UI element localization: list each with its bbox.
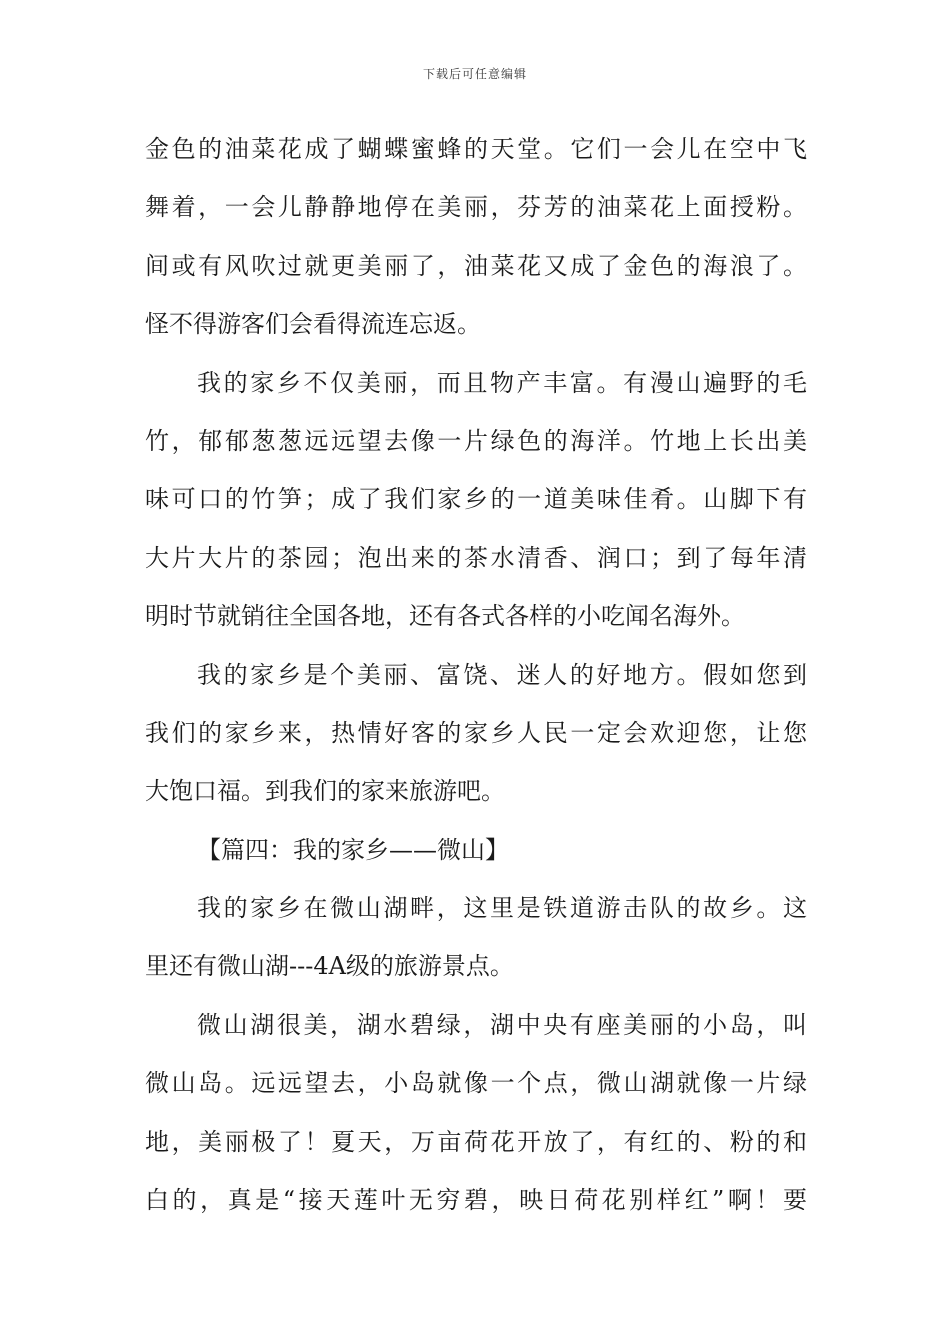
- text-line-content: 我们的家乡来，热情好客的家乡人民一定会欢迎您，让您: [145, 718, 807, 747]
- text-line: [145, 646, 807, 704]
- text-line-content: 我的家乡在微山湖畔，这里是铁道游击队的故乡。这: [197, 894, 807, 923]
- text-line-content: 竹，郁郁葱葱远远望去像一片绿色的海洋。竹地上长出美: [145, 426, 807, 455]
- text-line-content: 里还有微山湖---4A级的旅游景点。: [145, 952, 514, 981]
- text-line: [145, 412, 807, 470]
- page-header: 下载后可任意编辑: [422, 67, 527, 81]
- text-line: [145, 470, 807, 528]
- text-line-content: 间或有风吹过就更美丽了，油菜花又成了金色的海浪了。: [145, 251, 807, 280]
- text-line: [145, 1113, 807, 1171]
- text-line-content: 大饱口福。到我们的家来旅游吧。: [145, 777, 505, 806]
- text-line: [145, 1054, 807, 1112]
- text-line-content: 舞着，一会儿静静地停在美丽，芬芳的油菜花上面授粉。: [145, 193, 807, 222]
- document-body: [145, 120, 807, 1229]
- text-line: [145, 529, 807, 587]
- text-line-content: 味可口的竹笋；成了我们家乡的一道美味佳肴。山脚下有: [145, 485, 807, 514]
- text-line-content: 大片大片的茶园；泡出来的茶水清香、润口；到了每年清: [145, 543, 807, 572]
- text-line: [145, 587, 807, 645]
- text-line-content: 明时节就销往全国各地，还有各式各样的小吃闻名海外。: [145, 602, 745, 631]
- text-line-content: 金色的油菜花成了蝴蝶蜜蜂的天堂。它们一会儿在空中飞: [145, 135, 807, 163]
- text-line: [145, 996, 807, 1054]
- text-line: [145, 237, 807, 295]
- text-line: [145, 1171, 807, 1229]
- text-line-content: 我的家乡不仅美丽，而且物产丰富。有漫山遍野的毛: [197, 368, 807, 397]
- text-line: [145, 704, 807, 762]
- text-line: [145, 354, 807, 412]
- text-line-content: 我的家乡是个美丽、富饶、迷人的好地方。假如您到: [197, 660, 807, 689]
- text-line-content: 白的，真是“接天莲叶无穷碧，映日荷花别样红”啊！要: [145, 1186, 807, 1215]
- text-line: [145, 295, 807, 353]
- text-line-content: 怪不得游客们会看得流连忘返。: [145, 310, 481, 339]
- text-line: [145, 937, 807, 995]
- text-line-content: 微山湖很美，湖水碧绿，湖中央有座美丽的小岛，叫: [197, 1010, 807, 1039]
- text-line: [145, 120, 807, 178]
- text-line: [145, 762, 807, 820]
- text-line: [145, 879, 807, 937]
- text-line-content: 地，美丽极了！夏天，万亩荷花开放了，有红的、粉的和: [145, 1127, 807, 1156]
- text-line-content: 微山岛。远远望去，小岛就像一个点，微山湖就像一片绿: [145, 1069, 807, 1098]
- text-line: [145, 821, 807, 879]
- text-line-content: 【篇四：我的家乡——微山】: [197, 835, 509, 864]
- text-line: [145, 178, 807, 236]
